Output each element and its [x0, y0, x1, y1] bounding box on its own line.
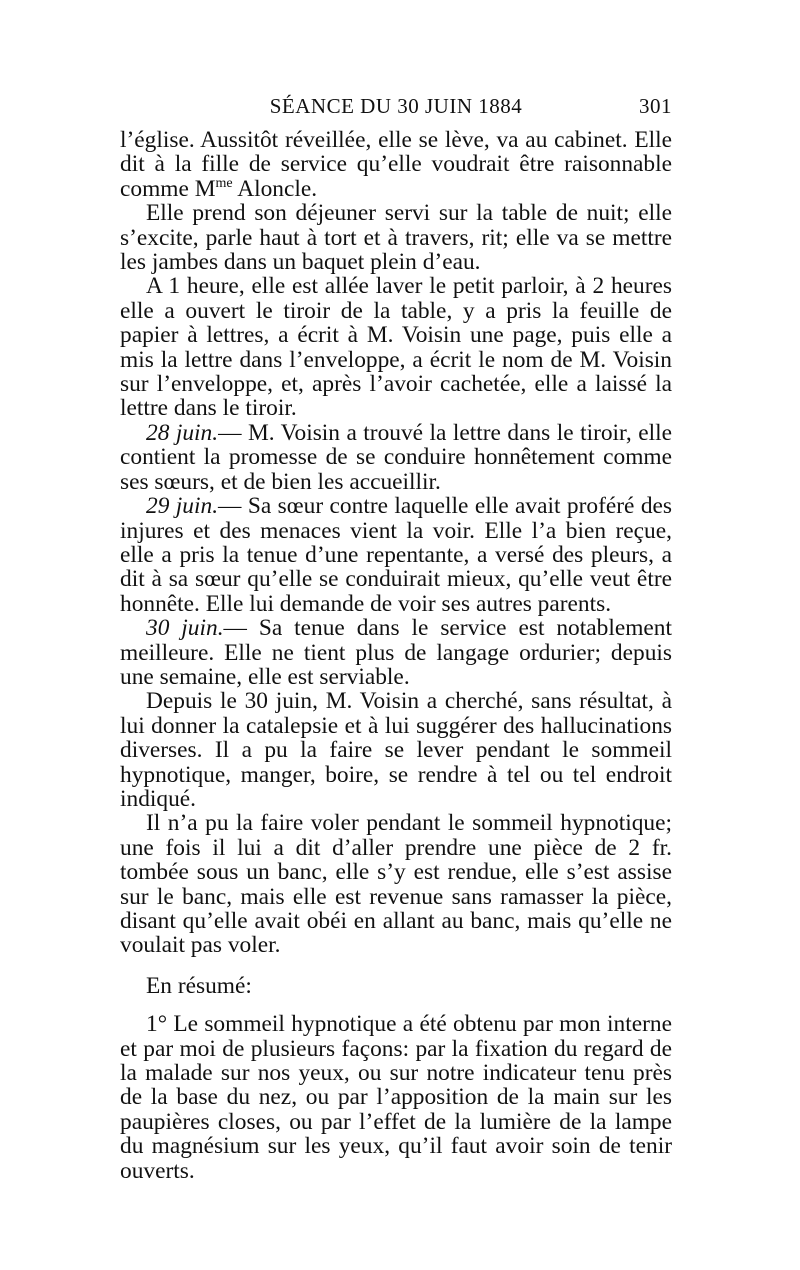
- resume-heading: En résumé:: [146, 972, 252, 999]
- superscript-me: me: [215, 175, 233, 192]
- date-29-juin: 29 juin.: [146, 493, 219, 520]
- paragraph-1-end: Aloncle.: [232, 175, 318, 202]
- paragraph-1: [120, 128, 672, 201]
- paragraph-6: [120, 616, 672, 689]
- paragraph-9: 1° Le sommeil hypnotique a été obtenu par mon interne et par moi de plusieurs façons: par la fixation du regard de la malade sur nos yeux, ou sur notre indicateur tenu près de la base du nez, ou par l’apposition de la main sur les paupières closes, ou par l’effet de la lumière de la lampe du magnésium sur les yeux, qu’il faut avoir soin de tenir ouverts.: [120, 1011, 672, 1184]
- paragraph-5-text: — Sa sœur contre laquelle elle avait proféré des injures et des menaces vient la voir. Elle l’a bien reçue, elle a pris la tenue d’une repentante, a versé des pleurs, a dit à sa sœur qu’elle se conduirait mieux, qu’elle veut être honnête. Elle lui demande de voir ses autres parents.: [120, 493, 672, 617]
- paragraph-3: A 1 heure, elle est allée laver le petit parloir, à 2 heures elle a ouvert le tiroir de la table, y a pris la feuille de papier à lettres, a écrit à M. Voisin une page, puis elle a mis la lettre dans l’enveloppe, a écrit le nom de M. Voisin sur l’enveloppe, et, après l’avoir cachetée, elle a laissé la lettre dans le tiroir.: [120, 273, 672, 422]
- paragraph-6-text: — Sa tenue dans le service est notablement meilleure. Elle ne tient plus de langage ordurier; depuis une semaine, elle est serviable.: [120, 615, 672, 690]
- page-number: 301: [639, 94, 672, 118]
- date-28-juin: 28 juin.: [146, 419, 219, 446]
- paragraph-8: Il n’a pu la faire voler pendant le sommeil hypnotique; une fois il lui a dit d’aller prendre une pièce de 2 fr. tombée sous un banc, elle s’y est rendue, elle s’est assise sur le banc, mais elle est revenue sans ramasser la pièce, disant qu’elle avait obéi en allant au banc, mais qu’elle ne voulait pas voler.: [120, 810, 672, 959]
- paragraph-5: [120, 494, 672, 616]
- paragraph-4-text: — M. Voisin a trouvé la lettre dans le tiroir, elle contient la promesse de se conduire honnêtement comme ses sœurs, et de bien les accueillir.: [120, 419, 672, 495]
- paragraph-2: Elle prend son déjeuner servi sur la table de nuit; elle s’excite, parle haut à tort et à travers, rit; elle va se mettre les jambes dans un baquet plein d’eau.: [120, 200, 672, 276]
- running-title: SÉANCE DU 30 JUIN 1884: [269, 94, 523, 118]
- date-30-juin: 30 juin.: [146, 615, 224, 642]
- body-text: [120, 128, 672, 1183]
- paragraph-7: Depuis le 30 juin, M. Voisin a cherché, sans résultat, à lui donner la catalepsie et à lui suggérer des hallucinations diverses. Il a pu la faire se lever pendant le sommeil hypnotique, manger, boire, se rendre à tel ou tel endroit indiqué.: [120, 688, 672, 812]
- paragraph-1-text: l’église. Aussitôt réveillée, elle se lève, va au cabinet. Elle dit à la fille de service qu’elle voudrait être raisonnable comme M: [120, 127, 672, 202]
- paragraph-4: [120, 421, 672, 494]
